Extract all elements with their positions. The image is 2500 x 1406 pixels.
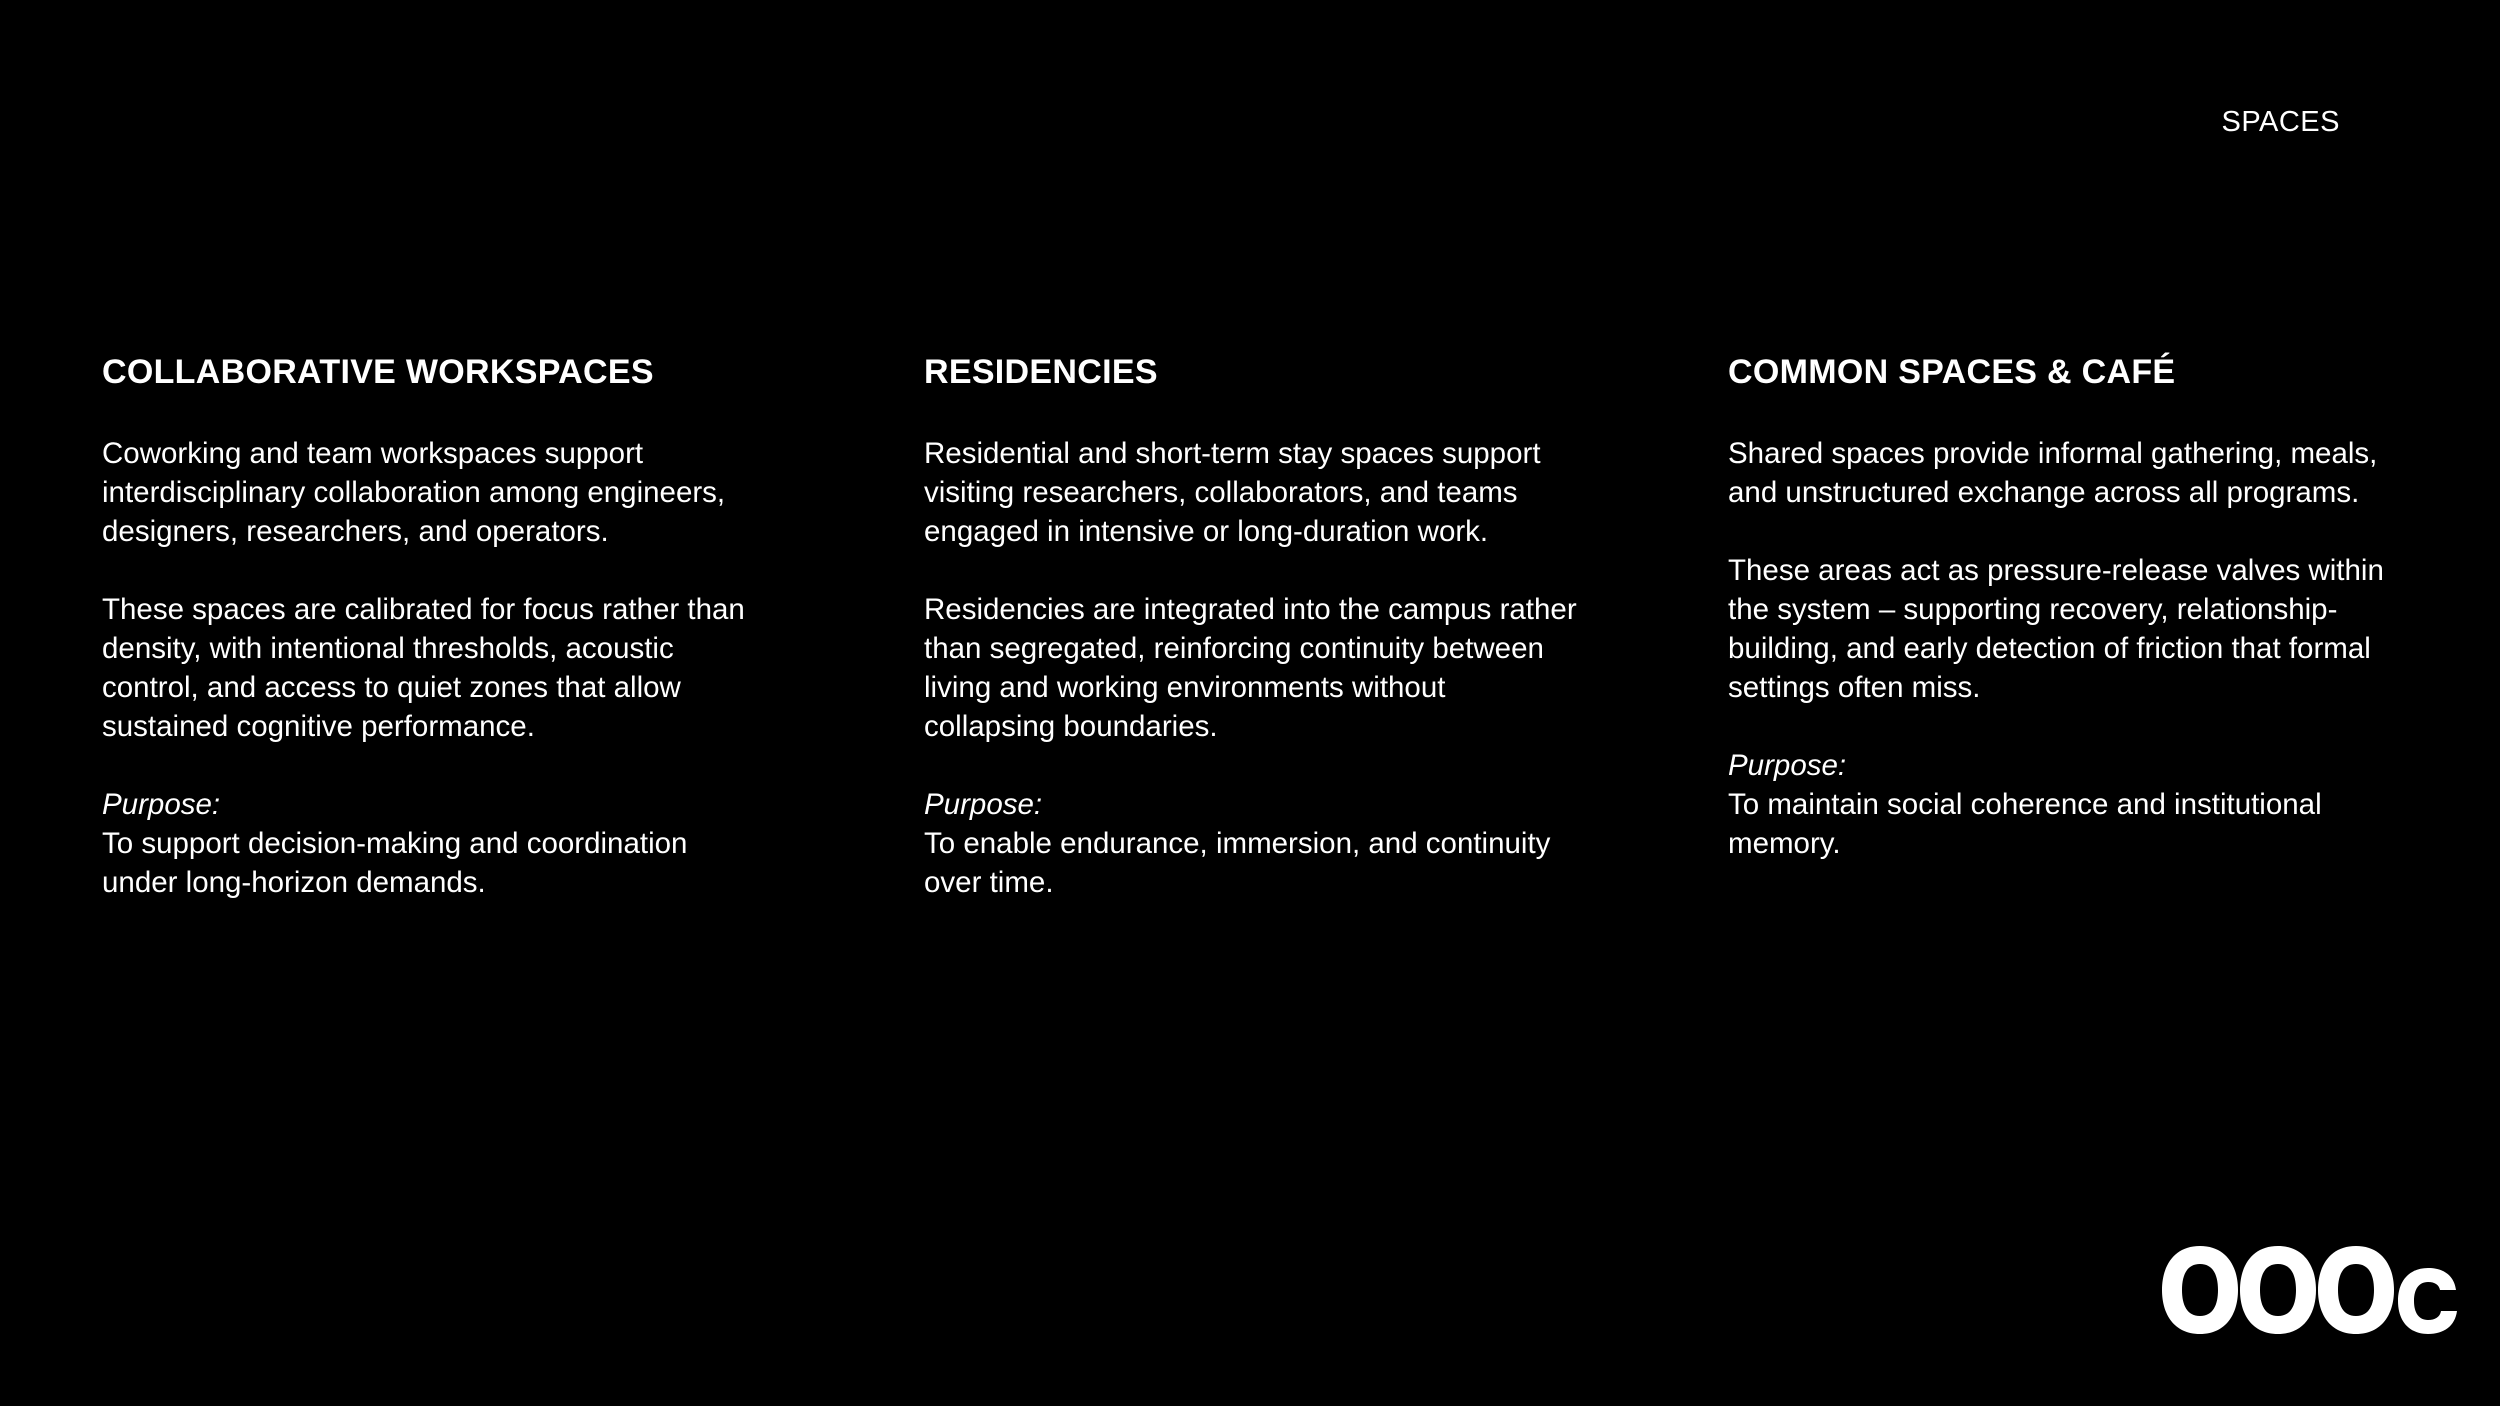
column-paragraph: These spaces are calibrated for focus rather than density, with intentional thresholds, acoustic control, and access to quiet zones that allow sustained cognitive performance.	[102, 593, 745, 743]
column-paragraph: Shared spaces provide informal gathering, meals, and unstructured exchange across all programs.	[1728, 437, 2378, 509]
purpose-block	[1728, 746, 2408, 863]
column-paragraph: Residential and short-term stay spaces support visiting researchers, collaborators, and teams engaged in intensive or long-duration work.	[924, 437, 1541, 548]
column-paragraph: Residencies are integrated into the campus rather than segregated, reinforcing continuity between living and working environments without collapsing boundaries.	[924, 593, 1577, 743]
purpose-label: Purpose:	[924, 788, 1043, 821]
column-title: RESIDENCIES	[924, 353, 1158, 391]
column-paragraph: Coworking and team workspaces support interdisciplinary collaboration among engineers, designers, researchers, and operators.	[102, 437, 726, 548]
brand-logo	[2160, 1242, 2460, 1338]
column-common-spaces-cafe	[1728, 352, 2408, 863]
purpose-block	[102, 785, 782, 902]
column-residencies	[924, 352, 1604, 902]
purpose-label: Purpose:	[1728, 749, 1847, 782]
column-collaborative-workspaces	[102, 352, 782, 902]
purpose-block	[924, 785, 1604, 902]
purpose-text: To maintain social coherence and institutional memory.	[1728, 788, 2322, 860]
purpose-text: To enable endurance, immersion, and continuity over time.	[924, 827, 1551, 899]
column-title: COLLABORATIVE WORKSPACES	[102, 353, 654, 391]
purpose-text: To support decision-making and coordination under long-horizon demands.	[102, 827, 688, 899]
section-label: SPACES	[2221, 106, 2340, 138]
column-title: COMMON SPACES & CAFÉ	[1728, 353, 2176, 391]
purpose-label: Purpose:	[102, 788, 221, 821]
column-paragraph: These areas act as pressure-release valves within the system – supporting recovery, relationship- building, and early detection of friction that formal settings often miss.	[1728, 554, 2384, 704]
